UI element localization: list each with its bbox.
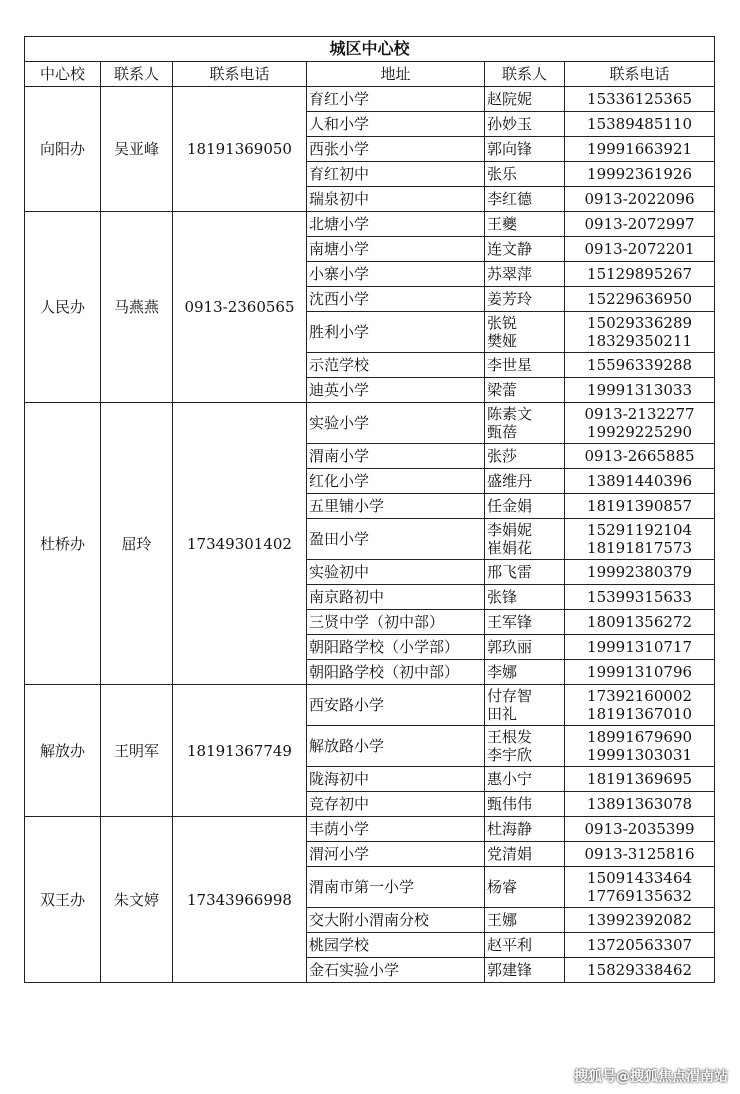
school-phone-cell xyxy=(565,660,715,685)
school-phone-line: 15336125365 xyxy=(587,90,693,108)
center-contact-cell: 朱文婷 xyxy=(101,817,173,983)
center-name-cell: 人民办 xyxy=(25,212,101,403)
school-contact-line: 苏翠萍 xyxy=(487,265,533,283)
header-contact: 联系人 xyxy=(101,62,173,87)
school-phone-cell xyxy=(565,87,715,112)
school-contact-cell xyxy=(485,494,565,519)
school-phone-cell xyxy=(565,237,715,262)
table-row xyxy=(25,87,715,112)
school-contact-cell xyxy=(485,585,565,610)
contact-table xyxy=(24,36,715,983)
school-contact-line: 惠小宁 xyxy=(487,770,533,788)
school-contact-cell xyxy=(485,726,565,767)
school-name-cell: 西张小学 xyxy=(307,137,485,162)
center-contact-cell: 马燕燕 xyxy=(101,212,173,403)
school-phone-cell xyxy=(565,494,715,519)
school-phone-line: 19991310717 xyxy=(587,638,693,656)
school-name-cell: 交大附小渭南分校 xyxy=(307,908,485,933)
school-name-cell: 南京路初中 xyxy=(307,585,485,610)
school-contact-cell xyxy=(485,137,565,162)
school-phone-cell xyxy=(565,726,715,767)
table-body xyxy=(25,87,715,983)
school-phone-cell xyxy=(565,378,715,403)
school-contact-line: 王娜 xyxy=(487,911,518,929)
school-contact-cell xyxy=(485,212,565,237)
school-name-cell: 实验初中 xyxy=(307,560,485,585)
school-contact-line: 连文静 xyxy=(487,240,533,258)
school-contact-cell xyxy=(485,312,565,353)
school-contact-cell xyxy=(485,560,565,585)
school-phone-line: 17769135632 xyxy=(587,887,693,905)
watermark-text: 搜狐号@搜狐焦点渭南站 xyxy=(574,1069,728,1085)
school-contact-cell xyxy=(485,660,565,685)
center-name-cell: 解放办 xyxy=(25,685,101,817)
school-phone-line: 19991313033 xyxy=(587,381,693,399)
school-contact-line: 甄蓓 xyxy=(487,423,518,441)
school-contact-line: 王根发 xyxy=(487,728,533,746)
center-name-cell: 向阳办 xyxy=(25,87,101,212)
school-contact-line: 崔娟花 xyxy=(487,539,533,557)
school-contact-line: 王军锋 xyxy=(487,613,533,631)
school-contact-line: 郭向锋 xyxy=(487,140,533,158)
school-contact-line: 王夔 xyxy=(487,215,518,233)
school-contact-cell xyxy=(485,842,565,867)
school-contact-cell xyxy=(485,635,565,660)
school-name-cell: 陇海初中 xyxy=(307,767,485,792)
school-contact-line: 邢飞雷 xyxy=(487,563,533,581)
school-phone-cell xyxy=(565,767,715,792)
school-contact-line: 田礼 xyxy=(487,705,518,723)
school-phone-cell xyxy=(565,444,715,469)
school-phone-line: 0913-2665885 xyxy=(584,447,695,465)
school-contact-line: 陈素文 xyxy=(487,405,533,423)
header-row xyxy=(25,62,715,87)
school-phone-cell xyxy=(565,842,715,867)
school-contact-line: 李红德 xyxy=(487,190,533,208)
school-contact-line: 梁蕾 xyxy=(487,381,518,399)
school-phone-line: 19991663921 xyxy=(587,140,693,158)
school-contact-line: 郭建锋 xyxy=(487,961,533,979)
school-contact-cell xyxy=(485,403,565,444)
school-name-cell: 瑞泉初中 xyxy=(307,187,485,212)
school-phone-cell xyxy=(565,137,715,162)
school-name-cell: 西安路小学 xyxy=(307,685,485,726)
school-contact-line: 孙妙玉 xyxy=(487,115,533,133)
center-contact-cell: 屈玲 xyxy=(101,403,173,685)
school-phone-cell xyxy=(565,187,715,212)
school-contact-line: 党清娟 xyxy=(487,845,533,863)
school-name-cell: 渭南小学 xyxy=(307,444,485,469)
school-phone-line: 15229636950 xyxy=(587,290,693,308)
school-phone-line: 0913-2132277 xyxy=(584,405,695,423)
school-name-cell: 育红初中 xyxy=(307,162,485,187)
school-name-cell: 三贤中学（初中部） xyxy=(307,610,485,635)
school-phone-line: 13992392082 xyxy=(587,911,693,929)
school-contact-cell xyxy=(485,87,565,112)
school-contact-cell xyxy=(485,237,565,262)
school-phone-cell xyxy=(565,469,715,494)
table-row xyxy=(25,212,715,237)
school-phone-line: 13720563307 xyxy=(587,936,693,954)
school-name-cell: 沈西小学 xyxy=(307,287,485,312)
school-name-cell: 解放路小学 xyxy=(307,726,485,767)
school-phone-cell xyxy=(565,162,715,187)
header-school-contact: 联系人 xyxy=(485,62,565,87)
school-phone-line: 0913-3125816 xyxy=(584,845,695,863)
school-contact-line: 杜海静 xyxy=(487,820,533,838)
school-contact-cell xyxy=(485,767,565,792)
school-contact-line: 李娟妮 xyxy=(487,521,533,539)
school-contact-cell xyxy=(485,378,565,403)
school-phone-line: 0913-2035399 xyxy=(584,820,695,838)
school-phone-line: 18191369695 xyxy=(587,770,693,788)
school-phone-cell xyxy=(565,958,715,983)
school-contact-cell xyxy=(485,187,565,212)
school-phone-line: 0913-2072201 xyxy=(584,240,695,258)
school-name-cell: 渭南市第一小学 xyxy=(307,867,485,908)
school-phone-cell xyxy=(565,212,715,237)
school-phone-cell xyxy=(565,585,715,610)
school-contact-cell xyxy=(485,685,565,726)
table-title: 城区中心校 xyxy=(25,37,715,62)
school-contact-cell xyxy=(485,867,565,908)
table-row xyxy=(25,685,715,726)
header-address: 地址 xyxy=(307,62,485,87)
school-contact-line: 盛维丹 xyxy=(487,472,533,490)
school-name-cell: 丰荫小学 xyxy=(307,817,485,842)
school-phone-cell xyxy=(565,353,715,378)
school-contact-line: 樊娅 xyxy=(487,332,518,350)
school-contact-cell xyxy=(485,610,565,635)
school-name-cell: 朝阳路学校（初中部） xyxy=(307,660,485,685)
school-phone-line: 15091433464 xyxy=(587,869,693,887)
center-phone-cell: 18191367749 xyxy=(173,685,307,817)
school-phone-cell xyxy=(565,287,715,312)
center-contact-cell: 吴亚峰 xyxy=(101,87,173,212)
school-contact-line: 郭玖丽 xyxy=(487,638,533,656)
school-name-cell: 桃园学校 xyxy=(307,933,485,958)
school-phone-cell xyxy=(565,867,715,908)
school-name-cell: 金石实验小学 xyxy=(307,958,485,983)
school-contact-cell xyxy=(485,353,565,378)
center-name-cell: 杜桥办 xyxy=(25,403,101,685)
school-name-cell: 迪英小学 xyxy=(307,378,485,403)
school-phone-cell xyxy=(565,519,715,560)
school-phone-line: 15389485110 xyxy=(587,115,693,133)
school-contact-line: 杨睿 xyxy=(487,878,518,896)
school-contact-line: 付存智 xyxy=(487,687,533,705)
school-phone-line: 19991303031 xyxy=(587,746,693,764)
center-phone-cell: 0913-2360565 xyxy=(173,212,307,403)
school-contact-line: 张乐 xyxy=(487,165,518,183)
school-contact-line: 张莎 xyxy=(487,447,518,465)
school-phone-cell xyxy=(565,908,715,933)
school-contact-cell xyxy=(485,933,565,958)
school-name-cell: 北塘小学 xyxy=(307,212,485,237)
school-phone-line: 17392160002 xyxy=(587,687,693,705)
school-contact-cell xyxy=(485,262,565,287)
school-contact-line: 任金娟 xyxy=(487,497,533,515)
center-phone-cell: 17349301402 xyxy=(173,403,307,685)
school-phone-cell xyxy=(565,817,715,842)
center-name-cell: 双王办 xyxy=(25,817,101,983)
school-phone-cell xyxy=(565,792,715,817)
school-phone-cell xyxy=(565,112,715,137)
school-contact-cell xyxy=(485,817,565,842)
school-contact-cell xyxy=(485,908,565,933)
school-contact-line: 赵院妮 xyxy=(487,90,533,108)
header-center: 中心校 xyxy=(25,62,101,87)
school-phone-line: 13891363078 xyxy=(587,795,693,813)
school-contact-line: 姜芳玲 xyxy=(487,290,533,308)
school-phone-cell xyxy=(565,635,715,660)
school-name-cell: 南塘小学 xyxy=(307,237,485,262)
school-name-cell: 渭河小学 xyxy=(307,842,485,867)
school-phone-line: 13891440396 xyxy=(587,472,693,490)
school-phone-line: 15596339288 xyxy=(587,356,693,374)
school-phone-line: 15291192104 xyxy=(587,521,693,539)
school-phone-cell xyxy=(565,312,715,353)
school-phone-line: 19929225290 xyxy=(587,423,693,441)
school-phone-line: 19992380379 xyxy=(587,563,693,581)
center-contact-cell: 王明军 xyxy=(101,685,173,817)
header-school-phone: 联系电话 xyxy=(565,62,715,87)
school-phone-cell xyxy=(565,403,715,444)
school-name-cell: 示范学校 xyxy=(307,353,485,378)
header-phone: 联系电话 xyxy=(173,62,307,87)
school-contact-line: 张锐 xyxy=(487,314,518,332)
school-contact-line: 甄伟伟 xyxy=(487,795,533,813)
school-phone-line: 18991679690 xyxy=(587,728,693,746)
school-phone-line: 18191817573 xyxy=(587,539,693,557)
school-contact-line: 张锋 xyxy=(487,588,518,606)
school-phone-line: 15029336289 xyxy=(587,314,693,332)
school-contact-line: 李娜 xyxy=(487,663,518,681)
school-contact-line: 李世星 xyxy=(487,356,533,374)
school-contact-cell xyxy=(485,112,565,137)
school-contact-cell xyxy=(485,519,565,560)
school-phone-cell xyxy=(565,610,715,635)
school-contact-cell xyxy=(485,792,565,817)
school-contact-line: 赵平利 xyxy=(487,936,533,954)
school-phone-line: 0913-2072997 xyxy=(584,215,695,233)
center-phone-cell: 17343966998 xyxy=(173,817,307,983)
school-name-cell: 红化小学 xyxy=(307,469,485,494)
school-contact-cell xyxy=(485,162,565,187)
school-phone-line: 0913-2022096 xyxy=(584,190,695,208)
school-contact-cell xyxy=(485,444,565,469)
school-contact-line: 李宇欣 xyxy=(487,746,533,764)
school-name-cell: 育红小学 xyxy=(307,87,485,112)
school-phone-cell xyxy=(565,560,715,585)
school-name-cell: 实验小学 xyxy=(307,403,485,444)
school-name-cell: 胜利小学 xyxy=(307,312,485,353)
school-name-cell: 小寨小学 xyxy=(307,262,485,287)
school-phone-line: 15399315633 xyxy=(587,588,693,606)
school-phone-line: 19992361926 xyxy=(587,165,693,183)
school-phone-line: 18329350211 xyxy=(587,332,693,350)
school-phone-line: 15829338462 xyxy=(587,961,693,979)
school-phone-cell xyxy=(565,933,715,958)
school-contact-cell xyxy=(485,287,565,312)
school-name-cell: 五里铺小学 xyxy=(307,494,485,519)
school-phone-line: 18191367010 xyxy=(587,705,693,723)
school-phone-line: 19991310796 xyxy=(587,663,693,681)
table-row xyxy=(25,817,715,842)
center-phone-cell: 18191369050 xyxy=(173,87,307,212)
school-phone-cell xyxy=(565,262,715,287)
school-phone-line: 15129895267 xyxy=(587,265,693,283)
school-name-cell: 竞存初中 xyxy=(307,792,485,817)
table-row xyxy=(25,403,715,444)
school-contact-cell xyxy=(485,958,565,983)
school-name-cell: 朝阳路学校（小学部） xyxy=(307,635,485,660)
school-name-cell: 人和小学 xyxy=(307,112,485,137)
school-phone-line: 18191390857 xyxy=(587,497,693,515)
school-name-cell: 盈田小学 xyxy=(307,519,485,560)
school-phone-line: 18091356272 xyxy=(587,613,693,631)
school-contact-cell xyxy=(485,469,565,494)
school-phone-cell xyxy=(565,685,715,726)
